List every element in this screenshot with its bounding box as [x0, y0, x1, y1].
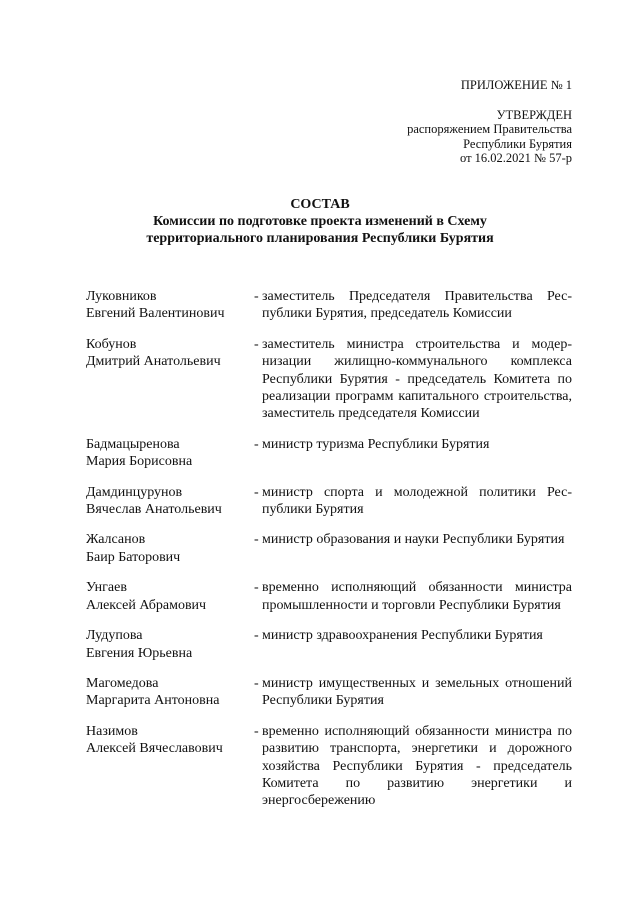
member-given-names: Дмитрий Анатольевич [86, 354, 221, 370]
member-role: заместитель министра строительства и модернизации жилищно-коммунального комплекса Республики Бурятия - председатель Комитета по реализации программ капитального строительства, заместитель председателя Комиссии [262, 336, 572, 422]
member-surname: Дамдинцурунов [86, 484, 183, 500]
member-role: министр туризма Республики Бурятия [262, 436, 490, 452]
member-dash: - [254, 336, 259, 352]
member-given-names: Евгений Валентинович [86, 306, 225, 322]
member-row [86, 436, 572, 471]
member-given-names: Баир Баторович [86, 549, 181, 565]
member-surname: Унгаев [86, 580, 127, 596]
member-given-names: Алексей Абрамович [86, 597, 207, 613]
member-given-names: Алексей Вячеславович [86, 741, 223, 757]
member-role: временно исполняющий обязанности министра по развитию транспорта, энергетики и дорожного хозяйства Республики Бурятия - председатель Комитета по развитию энергетики и энергосбережению [262, 723, 572, 809]
member-role: министр имущественных и земельных отношений Республики Бурятия [262, 675, 572, 709]
member-dash: - [254, 532, 259, 548]
order-date-number: от 16.02.2021 № 57-р [459, 151, 572, 165]
member-given-names: Вячеслав Анатольевич [86, 502, 222, 518]
member-given-names: Евгения Юрьевна [86, 645, 193, 661]
member-name [86, 675, 254, 710]
member-name [86, 436, 254, 471]
member-role: министр здравоохранения Республики Бурятия [262, 628, 543, 644]
member-given-names: Мария Борисовна [86, 454, 193, 470]
member-dash: - [254, 580, 259, 596]
approved-by-republic: Республики Бурятия [463, 136, 572, 151]
member-row [86, 484, 572, 519]
member-dash: - [254, 675, 259, 691]
member-surname: Лудупова [86, 628, 143, 644]
member-name [86, 723, 254, 810]
member-row [86, 336, 572, 423]
member-role: временно исполняющий обязанности министра промышленности и торговли Республики Бурятия [262, 580, 572, 613]
member-row [86, 288, 572, 323]
member-surname: Луковников [86, 289, 157, 304]
member-role: министр образования и науки Республики Бурятия [262, 532, 565, 548]
member-surname: Назимов [86, 723, 138, 739]
member-surname: Магомедова [86, 675, 159, 691]
approved-label: УТВЕРЖДЕН [496, 107, 572, 122]
member-dash: - [254, 723, 259, 739]
title-main: СОСТАВ [290, 197, 350, 212]
commission-members-list [86, 288, 572, 823]
member-dash: - [254, 289, 259, 304]
member-row [86, 579, 572, 614]
member-row [86, 675, 572, 710]
member-surname: Бадмацыренова [86, 436, 180, 452]
member-row [86, 531, 572, 566]
member-name [86, 531, 254, 566]
title-line-1: Комиссии по подготовке проекта изменений в Схему [153, 214, 487, 229]
member-name [86, 484, 254, 519]
member-role: министр спорта и молодежной политики Республики Бурятия [262, 484, 572, 518]
member-row [86, 627, 572, 662]
member-given-names: Маргарита Антоновна [86, 693, 220, 709]
document-title [0, 196, 640, 247]
approval-header [407, 78, 572, 166]
appendix-label: ПРИЛОЖЕНИЕ № 1 [460, 78, 572, 92]
member-dash: - [254, 436, 259, 452]
member-name [86, 627, 254, 662]
title-line-2: территориального планирования Республики Бурятия [146, 231, 494, 246]
member-name [86, 288, 254, 323]
approved-by-order: распоряжением Правительства [407, 122, 572, 136]
member-name [86, 579, 254, 614]
member-surname: Жалсанов [86, 532, 146, 548]
member-row [86, 723, 572, 810]
member-role: заместитель Председателя Правительства Республики Бурятия, председатель Комиссии [262, 289, 572, 322]
member-dash: - [254, 484, 259, 500]
member-dash: - [254, 628, 259, 644]
member-surname: Кобунов [86, 336, 137, 352]
member-name [86, 336, 254, 423]
